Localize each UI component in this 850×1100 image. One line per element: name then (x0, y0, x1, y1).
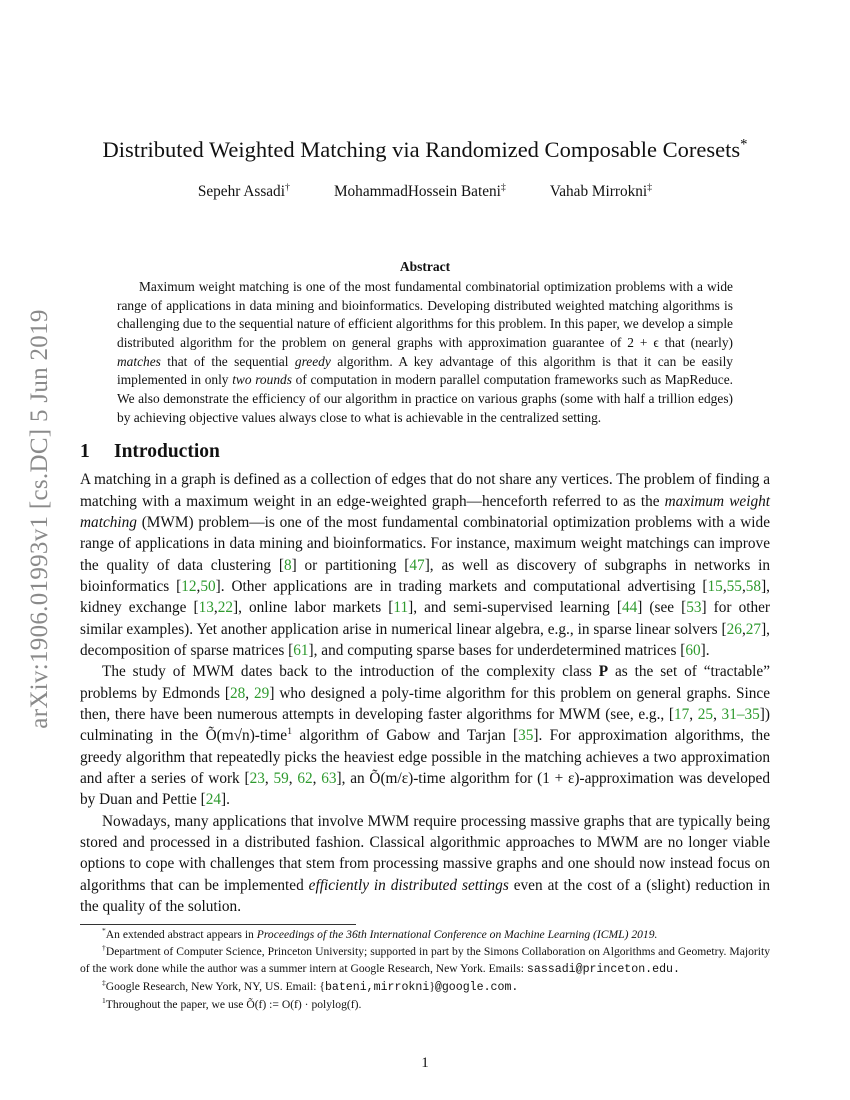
spacer (0, 917, 850, 924)
citation-link[interactable]: 25 (697, 706, 714, 724)
citation-link[interactable]: 31–35 (721, 706, 760, 724)
citation-link[interactable]: 26 (726, 620, 742, 638)
text-run: , (264, 770, 274, 788)
text-run: , (196, 577, 201, 595)
page-number: 1 (421, 1055, 429, 1071)
citation-link[interactable]: 15 (707, 577, 723, 595)
footnote-mark: 1 (287, 726, 293, 738)
abstract-text (117, 278, 733, 427)
section-heading (80, 439, 850, 465)
text-run: bateni,mirrokni (324, 981, 430, 995)
text-run: ], an Õ(m/ε)-time algorithm for (1 + ε)-approximation was developed by Duan and Pettie [ (80, 770, 770, 809)
text-run: ]. (221, 791, 230, 809)
author-name: Sepehr Assadi (197, 183, 285, 200)
text-run: @google.com. (434, 981, 519, 995)
text-run: Maximum weight matching is one of the most fundamental combinatorial optimization problems with a wide range of applications in data mining and bioinformatics. Developing distributed weighted matching algorithms is challenging due to the sequential nature of efficient algorithms for this problem. In this paper, we develop a simple distributed algorithm for the problem on general graphs with approximation guarantee of 2 + ϵ that (nearly) (117, 279, 733, 350)
text-run: Nowadays, many applications that involve MWM require processing massive graphs that are typically being stored and processed in a distributed fashion. Classical algorithmic approaches to MWM are no longer viable options to cope with challenges that stem from processing massive graphs and one should now instead focus on algorithms that can be implemented (80, 812, 770, 894)
citation-link[interactable]: 55 (726, 577, 742, 595)
text-run: , (722, 577, 727, 595)
author-name: Vahab Mirrokni (549, 183, 648, 200)
footnote-mark: 1 (102, 996, 106, 1006)
title-footnote-mark: * (740, 136, 748, 153)
text-run: algorithm of Gabow and Tarjan [ (292, 727, 519, 745)
author-mark: † (284, 181, 290, 193)
section-number: 1 (80, 441, 90, 463)
abstract-heading: Abstract (399, 259, 451, 274)
text-run: ], and semi-supervised learning [ (408, 599, 622, 617)
citation-link[interactable]: 35 (518, 727, 534, 745)
footnote (80, 997, 770, 1014)
author (334, 182, 506, 202)
footnotes (80, 927, 770, 1014)
text-run: , (741, 577, 746, 595)
text-run: ]. Other applications are in trading markets and computational advertising [ (215, 577, 708, 595)
citation-link[interactable]: 12 (181, 577, 197, 595)
text-run: , (741, 620, 746, 638)
text-run: ]) culminating in the Õ(m√n)-time (80, 706, 770, 745)
text-run: Department of Computer Science, Princeton University; supported in part by the Simons Collaboration on Algorithms and Geometry. Majority of the work done while the author was a summer intern at Google Research, New York. Emails: (80, 945, 771, 976)
footnote-mark: ‡ (102, 978, 106, 988)
text-run: ]. (700, 642, 710, 659)
paper-title (0, 136, 850, 164)
text-run: two rounds (232, 372, 292, 388)
author-mark: ‡ (647, 181, 653, 193)
text-run: maximum weight matching (80, 492, 771, 531)
author (198, 182, 290, 202)
text-run: , (689, 706, 698, 724)
text-run: The study of MWM dates back to the introduction of the complexity class (102, 663, 599, 681)
introduction-body (80, 469, 770, 917)
citation-link[interactable]: 50 (200, 577, 216, 595)
citation-link[interactable]: 24 (205, 791, 222, 809)
footnote (80, 979, 770, 997)
citation-link[interactable]: 13 (198, 599, 214, 617)
text-run: Proceedings of the 36th International Conference on Machine Learning (ICML) 2019. (256, 928, 658, 942)
text-run: that of the sequential (160, 353, 295, 369)
citation-link[interactable]: 28 (229, 684, 246, 702)
footnote-mark: † (102, 943, 106, 953)
citation-link[interactable]: 63 (321, 770, 337, 788)
citation-link[interactable]: 58 (745, 577, 762, 595)
title-text: Distributed Weighted Matching via Randomized Composable Coresets (102, 137, 741, 162)
text-run: A matching in a graph is defined as a collection of edges that do not share any vertices. The problem of finding a matching with a maximum weight in an edge-weighted graph—henceforth referred to as the (80, 471, 770, 510)
citation-link[interactable]: 44 (621, 599, 638, 617)
citation-link[interactable]: 62 (297, 770, 313, 788)
citation-link[interactable]: 17 (673, 706, 690, 724)
citation-link[interactable]: 29 (254, 684, 270, 702)
footnote (80, 944, 770, 979)
text-run: , (288, 770, 298, 788)
author-name: MohammadHossein Bateni (333, 183, 501, 200)
citation-link[interactable]: 23 (249, 770, 265, 788)
citation-link[interactable]: 61 (293, 642, 309, 659)
text-run: ], online labor markets [ (233, 599, 394, 617)
text-run: ], and computing sparse bases for underdetermined matrices [ (308, 642, 686, 659)
author-mark: ‡ (500, 181, 506, 193)
citation-link[interactable]: 60 (685, 642, 701, 659)
text-run: , (312, 770, 322, 788)
text-run: matches (117, 353, 161, 369)
footnote-rule (80, 924, 356, 925)
arxiv-identifier: arXiv:1906.01993v1 [cs.DC] 5 Jun 2019 (26, 309, 53, 729)
text-run: Google Research, New York, NY, US. Email: { (105, 980, 325, 994)
paragraph (80, 661, 770, 810)
text-run: An extended abstract appears in (105, 928, 257, 942)
text-run: greedy (294, 353, 331, 369)
text-run: ], as well as discovery of subgraphs in networks in bioinformatics [ (80, 556, 771, 595)
citation-link[interactable]: 53 (686, 599, 702, 617)
text-run: Throughout the paper, we use Õ(f) := O(f) · polylog(f). (105, 998, 362, 1012)
paragraph (80, 469, 770, 661)
text-run: , (213, 599, 218, 617)
section-title: Introduction (114, 441, 220, 463)
text-run: ] who designed a poly-time algorithm for this problem on general graphs. Since then, there have been numerous attempts in developing faster algorithms for MWM (see, e.g., [ (80, 684, 770, 724)
citation-link[interactable]: 47 (409, 556, 425, 574)
footnote-mark: * (102, 926, 106, 936)
text-run: sassadi@princeton.edu. (526, 963, 680, 977)
text-run: ], kidney exchange [ (80, 577, 770, 617)
text-run: ] or partitioning [ (291, 556, 410, 574)
text-run: ] (see [ (637, 599, 687, 617)
text-run: efficiently in distributed settings (308, 876, 509, 894)
text-run: } (429, 980, 435, 994)
text-run: , (713, 706, 722, 724)
footnote (80, 927, 770, 944)
author (550, 182, 652, 202)
text-run: ], decomposition of sparse matrices [ (80, 620, 770, 659)
citation-link[interactable]: 22 (217, 599, 234, 617)
text-run: ]. For approximation algorithms, the greedy algorithm that repeatedly picks the heaviest edge possible in the matching achieves a two approximation and after a series of work [ (80, 727, 770, 788)
text-run: as the set of “tractable” problems by Edmonds [ (80, 663, 770, 702)
citation-link[interactable]: 11 (393, 599, 409, 617)
text-run: algorithm. A key advantage of this algorithm is that it can be easily implemented in only (117, 353, 733, 388)
text-run: (MWM) problem—is one of the most fundamental combinatorial optimization problems with a wide range of applications in data mining and bioinformatics. For instance, maximum weight matchings can improve the quality of data clustering [ (80, 513, 770, 574)
paragraph (80, 811, 770, 918)
text-run: of computation in modern parallel computation frameworks such as MapReduce. We also demonstrate the efficiency of our algorithm in practice on various graphs (some with half a trillion edges) by achieving objective values always close to what is achievable in the centralized setting. (117, 372, 733, 425)
text-run: ] for other similar examples). Yet another application arise in numerical linear algebra, e.g., in sparse linear solvers [ (80, 599, 770, 638)
text-run: P (598, 663, 609, 681)
text-run: , (245, 684, 255, 702)
text-run: even at the cost of a (slight) reduction in the quality of the solution. (80, 876, 771, 916)
citation-link[interactable]: 59 (273, 770, 289, 788)
author-list (0, 182, 850, 202)
citation-link[interactable]: 8 (283, 556, 292, 574)
citation-link[interactable]: 27 (745, 620, 762, 638)
